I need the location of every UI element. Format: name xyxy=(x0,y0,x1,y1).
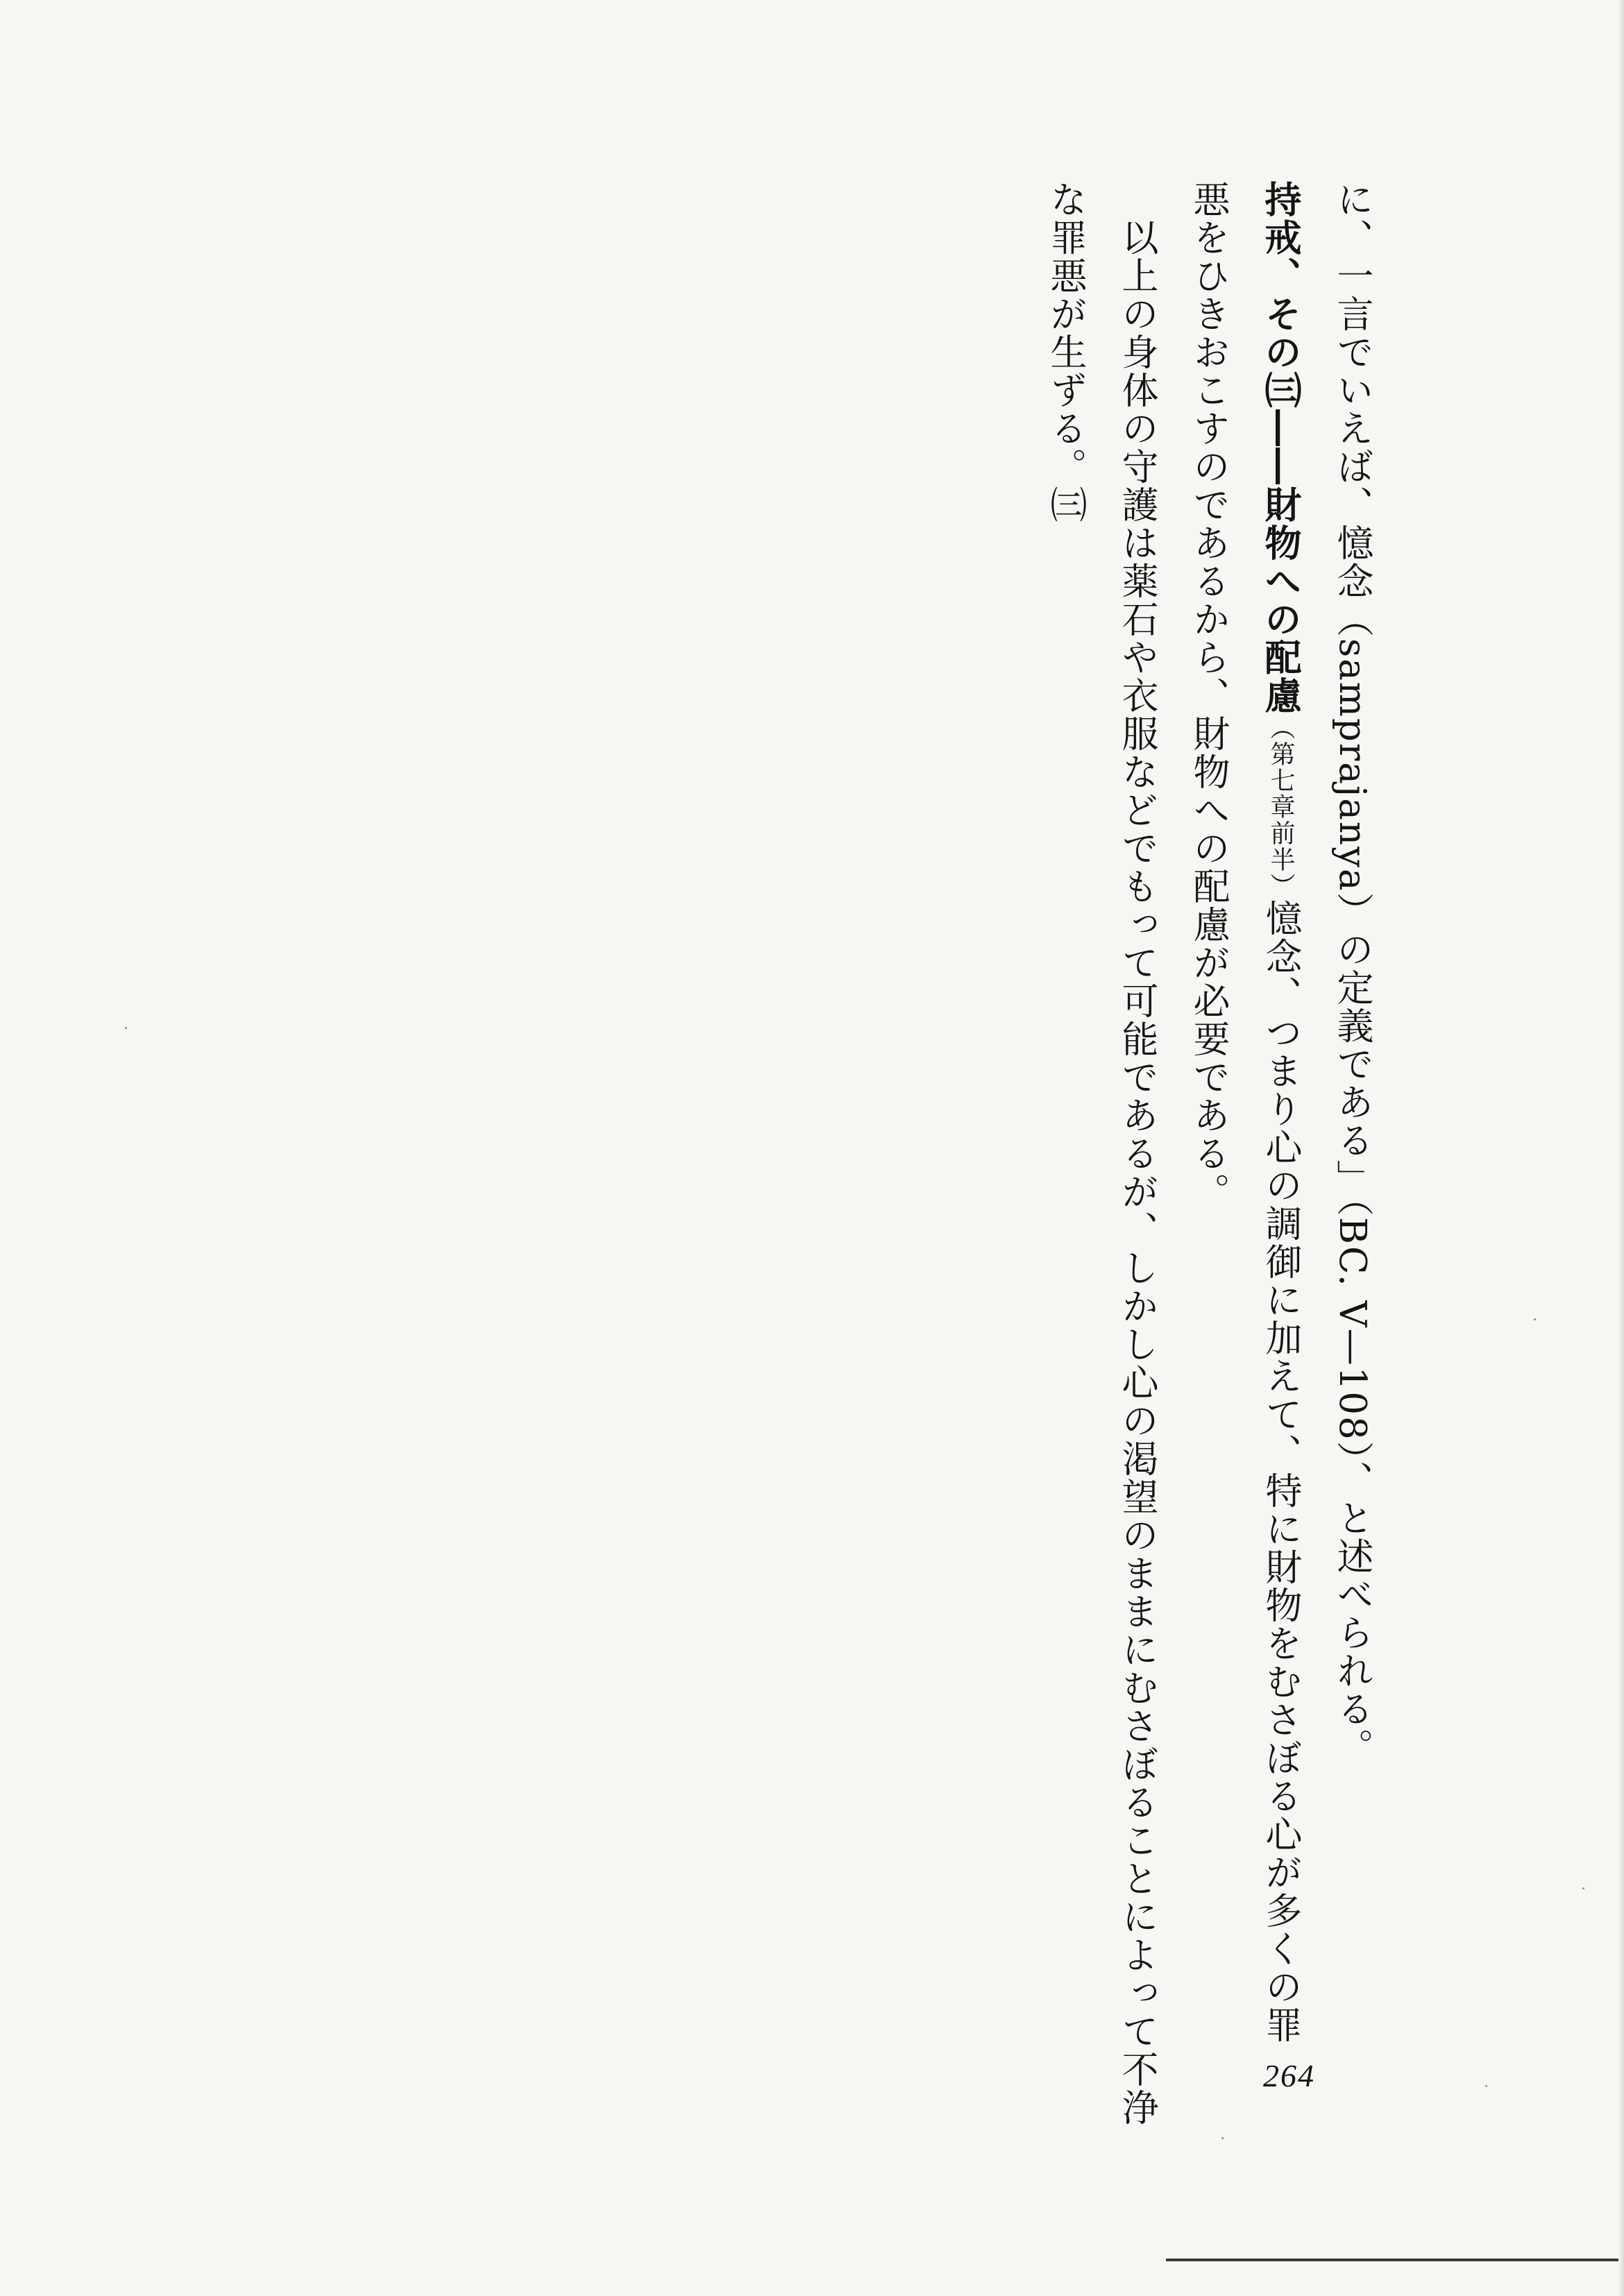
page-number: 264 xyxy=(1263,2058,1315,2093)
scan-speck xyxy=(1534,1318,1536,1320)
heading-chapter-note: （第七章前半） xyxy=(1267,715,1295,899)
text-line: な罪悪が生ずる。㈢ xyxy=(1044,180,1087,524)
scan-speck xyxy=(125,1027,127,1029)
scan-speck xyxy=(1582,1887,1584,1889)
scan-edge-shadow xyxy=(1618,0,1624,2296)
scan-speck xyxy=(1485,2085,1487,2087)
text-line: 以上の身体の守護は薬石や衣服などでもって可能であるが、しかし心の渇望のままにむさぼることによって不浄 xyxy=(1116,180,1158,2127)
heading-text: 憶念、つまり心の調御に加えて、特に財物をむさぼる心が多くの罪 xyxy=(1260,899,1302,2044)
bottom-rule xyxy=(1166,2259,1624,2261)
text-line: に、一言でいえば、憶念（samprajanya）の定義である」（BC. V—108）、と述べられる。 xyxy=(1331,180,1373,1767)
section-heading xyxy=(1244,180,1317,2044)
scan-speck xyxy=(1221,2137,1224,2139)
heading-title: 持戒、その xyxy=(1259,180,1302,371)
text-line: 悪をひきおこすのであるから、財物への配慮が必要である。 xyxy=(1187,180,1230,1211)
heading-number: ㈢ xyxy=(1259,371,1302,409)
heading-subtitle: ――財物への配慮 xyxy=(1259,409,1302,715)
